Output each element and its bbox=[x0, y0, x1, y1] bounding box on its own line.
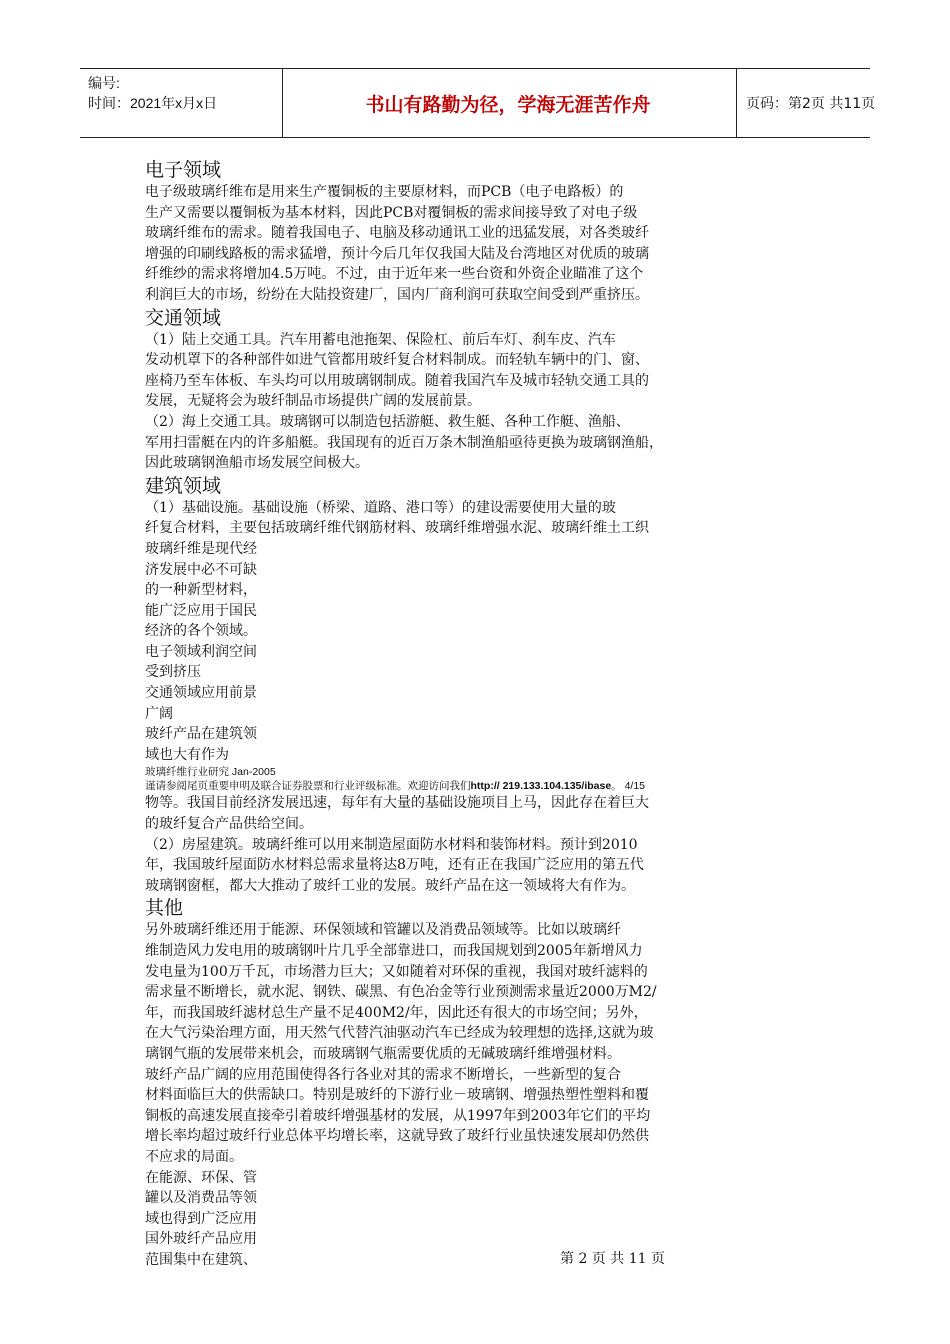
text-line: 纤复合材料，主要包括玻璃纤维代钢筋材料、玻璃纤维增强水泥、玻璃纤维土工织 bbox=[145, 520, 649, 537]
text-line: 广阔 bbox=[145, 705, 173, 722]
text-line: 发展，无疑将会为玻纤制品市场提供广阔的发展前景。 bbox=[145, 393, 481, 410]
number-label: 编号: bbox=[88, 75, 120, 91]
text-line: 不应求的局面。 bbox=[145, 1148, 243, 1165]
disclaimer-url[interactable]: http:// 219.133.104.135/ibase bbox=[470, 780, 612, 793]
text-line: 玻纤产品广阔的应用范围使得各行各业对其的需求不断增长，一些新型的复合 bbox=[145, 1066, 621, 1083]
text-line: 铜板的高速发展直接牵引着玻纤增强基材的发展，从1997年到2003年它们的平均 bbox=[145, 1107, 651, 1124]
text-line: 国外玻纤产品应用 bbox=[145, 1231, 257, 1248]
header-motto: 书山有路勤为径，学海无涯苦作舟 bbox=[365, 93, 651, 116]
text-line: 电子级玻璃纤维布是用来生产覆铜板的主要原材料，而PCB（电子电路板）的 bbox=[145, 184, 624, 200]
section-electronics bbox=[145, 182, 765, 306]
text-line: 玻纤产品在建筑领 bbox=[145, 726, 257, 743]
text-line: 需求量不断增长，就水泥、钢铁、碳黑、有色冶金等行业预测需求量近2000万M2/ bbox=[145, 984, 657, 1001]
section-construction bbox=[145, 498, 765, 539]
sidebar-notes bbox=[145, 539, 765, 766]
time-label: 时间：2021年x月x日 bbox=[88, 95, 218, 111]
text-line: 玻璃纤维是现代经 bbox=[145, 540, 257, 557]
text-line: 纤维纱的需求将增加4.5万吨。不过，由于近年来一些台资和外资企业瞄准了这个 bbox=[145, 266, 644, 283]
text-line: 电子领域利润空间 bbox=[145, 643, 257, 660]
text-line: 军用扫雷艇在内的许多船艇。我国现有的近百万条木制渔船亟待更换为玻璃钢渔船， bbox=[145, 434, 663, 451]
text-line: （2）海上交通工具。玻璃钢可以制造包括游艇、救生艇、各种工作艇、渔船、 bbox=[145, 413, 630, 430]
text-line: 交通领域应用前景 bbox=[145, 685, 257, 702]
section-transport bbox=[145, 330, 765, 474]
text-line: 因此玻璃钢渔船市场发展空间极大。 bbox=[145, 455, 369, 472]
section-title-construction: 建筑领域 bbox=[145, 474, 222, 497]
text-line: 增长率均超过玻纤行业总体平均增长率，这就导致了玻纤行业虽快速发展却仍然供 bbox=[145, 1128, 649, 1145]
disclaimer-prefix: 谨请参阅尾页重要申明及联合证券股票和行业评级标准。欢迎访问我们 bbox=[145, 780, 471, 793]
section-title-other: 其他 bbox=[145, 897, 184, 920]
report-line: 玻璃纤维行业研究 Jan-2005 bbox=[145, 766, 276, 779]
text-line: 域也得到广泛应用 bbox=[145, 1210, 257, 1227]
document-body bbox=[145, 158, 765, 1271]
text-line: （1）基础设施。基础设施（桥梁、道路、港口等）的建设需要使用大量的玻 bbox=[145, 499, 616, 516]
text-line: 增强的印刷线路板的需求猛增，预计今后几年仅我国大陆及台湾地区对优质的玻璃 bbox=[145, 245, 649, 262]
disclaimer-line bbox=[145, 779, 765, 793]
header-divider bbox=[736, 69, 737, 137]
section-construction-continued bbox=[145, 793, 765, 896]
text-line: 年，我国玻纤屋面防水材料总需求量将达8万吨，还有正在我国广泛应用的第五代 bbox=[145, 857, 644, 874]
text-line: 发动机罩下的各种部件如进气管都用玻纤复合材料制成。而轻轨车辆中的门、窗、 bbox=[145, 352, 649, 369]
text-line: 维制造风力发电用的玻璃钢叶片几乎全部靠进口，而我国规划到2005年新增风力 bbox=[145, 943, 643, 959]
text-line: 域也大有作为 bbox=[145, 746, 229, 763]
section-other bbox=[145, 920, 765, 1167]
page-header bbox=[80, 68, 876, 138]
text-line: 发电量为100万千瓦，市场潜力巨大；又如随着对环保的重视，我国对玻纤滤料的 bbox=[145, 963, 648, 980]
text-line: 玻璃纤维布的需求。随着我国电子、电脑及移动通讯工业的迅猛发展，对各类玻纤 bbox=[145, 225, 649, 242]
text-line: 能广泛应用于国民 bbox=[145, 602, 257, 619]
section-title-transport: 交通领域 bbox=[145, 306, 222, 329]
text-line: 璃钢气瓶的发展带来机会，而玻璃钢气瓶需要优质的无碱玻璃纤维增强材料。 bbox=[145, 1045, 621, 1062]
text-line: 年，而我国玻纤滤材总生产量不足400M2/年，因此还有很大的市场空间；另外， bbox=[145, 1004, 648, 1021]
text-line: 经济的各个领域。 bbox=[145, 623, 257, 640]
text-line: 济发展中必不可缺 bbox=[145, 561, 257, 578]
header-page-info: 页码：第2页 共11页 bbox=[746, 96, 876, 112]
sidebar-notes bbox=[145, 1168, 765, 1271]
text-line: 利润巨大的市场，纷纷在大陆投资建厂，国内厂商利润可获取空间受到严重挤压。 bbox=[145, 286, 649, 303]
header-meta bbox=[80, 69, 280, 137]
text-line: （2）房屋建筑。玻璃纤维可以用来制造屋面防水材料和装饰材料。预计到2010 bbox=[145, 836, 638, 853]
text-line: 受到挤压 bbox=[145, 664, 201, 681]
text-line: 的一种新型材料， bbox=[145, 582, 257, 599]
text-line: （1）陆上交通工具。汽车用蓄电池拖架、保险杠、前后车灯、刹车皮、汽车 bbox=[145, 331, 616, 348]
text-line: 的玻纤复合产品供给空间。 bbox=[145, 816, 313, 833]
disclaimer-suffix: 。 4/15 bbox=[611, 780, 646, 793]
text-line: 罐以及消费品等领 bbox=[145, 1190, 257, 1207]
text-line: 另外玻璃纤维还用于能源、环保领域和管罐以及消费品领域等。比如以玻璃纤 bbox=[145, 922, 621, 939]
text-line: 座椅乃至车体板、车头均可以用玻璃钢制成。随着我国汽车及城市轻轨交通工具的 bbox=[145, 372, 649, 389]
text-line: 生产又需要以覆铜板为基本材料，因此PCB对覆铜板的需求间接导致了对电子级 bbox=[145, 204, 638, 221]
page-footer: 第 2 页 共 11 页 bbox=[560, 1251, 665, 1267]
text-line: 范围集中在建筑、 bbox=[145, 1251, 257, 1268]
text-line: 玻璃钢窗框，都大大推动了玻纤工业的发展。玻纤产品在这一领域将大有作为。 bbox=[145, 877, 635, 894]
text-line: 物等。我国目前经济发展迅速，每年有大量的基础设施项目上马，因此存在着巨大 bbox=[145, 795, 649, 812]
text-line: 在大气污染治理方面，用天然气代替汽油驱动汽车已经成为较理想的选择,这就为玻 bbox=[145, 1025, 654, 1042]
text-line: 材料面临巨大的供需缺口。特别是玻纤的下游行业－玻璃钢、增强热塑性塑料和覆 bbox=[145, 1087, 649, 1104]
text-line: 在能源、环保、管 bbox=[145, 1169, 257, 1186]
section-title-electronics: 电子领域 bbox=[145, 159, 222, 181]
